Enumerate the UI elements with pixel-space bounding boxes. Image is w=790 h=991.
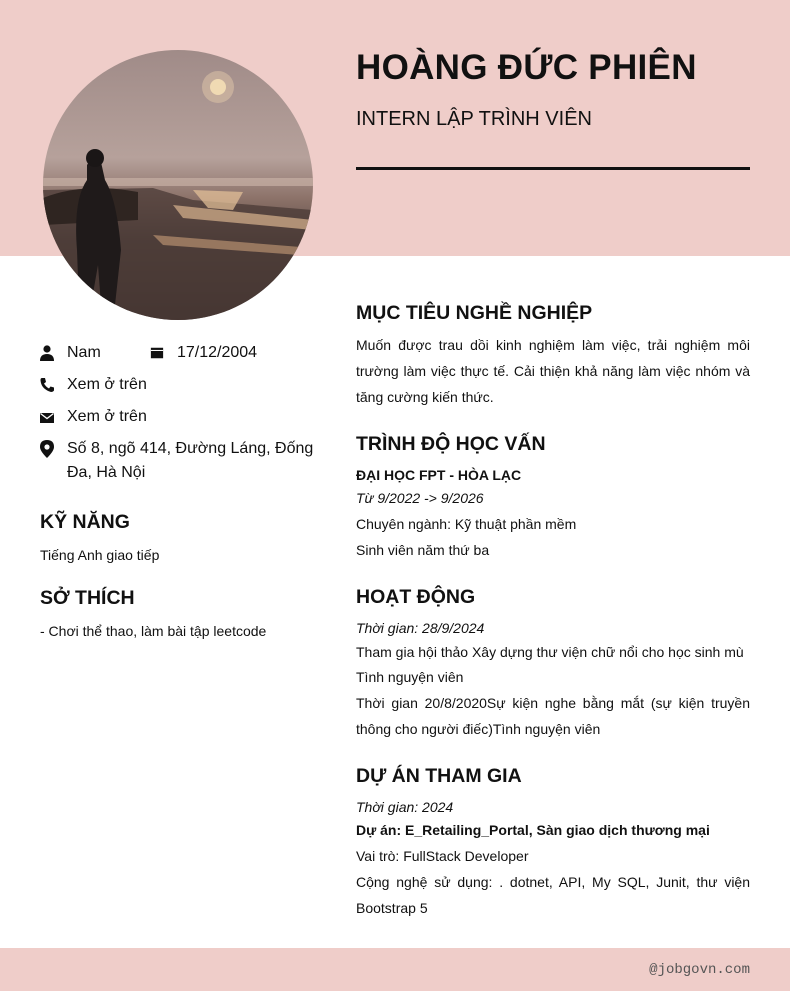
activities-line-3: Thời gian 20/8/2020Sự kiện nghe bằng mắt (sự kiện truyền thông cho người điếc)Tình nguyện viên (356, 695, 750, 737)
header-divider (356, 167, 750, 170)
education-period: Từ 9/2022 -> 9/2026 (356, 490, 484, 506)
education-school: ĐẠI HỌC FPT - HÒA LẠC (356, 467, 522, 483)
candidate-role: INTERN LẬP TRÌNH VIÊN (356, 108, 592, 130)
projects-tech: Cộng nghệ sử dụng: . dotnet, API, My SQL, Junit, thư viện Bootstrap 5 (356, 874, 750, 916)
email-row (40, 405, 147, 429)
projects-heading: DỰ ÁN THAM GIA (356, 765, 522, 787)
birthday-value: 17/12/2004 (177, 344, 258, 361)
projects-role: Vai trò: FullStack Developer (356, 848, 529, 864)
activities-heading: HOẠT ĐỘNG (356, 586, 476, 608)
hobbies-item: - Chơi thể thao, làm bài tập leetcode (40, 623, 267, 639)
education-heading: TRÌNH ĐỘ HỌC VẤN (356, 433, 546, 455)
address-value (67, 437, 313, 485)
activities-time: Thời gian: 28/9/2024 (356, 620, 485, 636)
mail-icon (40, 409, 54, 425)
profile-photo (43, 50, 313, 320)
address-line-2: Đa, Hà Nội (67, 464, 146, 481)
gender-value: Nam (67, 344, 101, 361)
address-row (40, 437, 315, 485)
objective-heading: MỤC TIÊU NGHỀ NGHIỆP (356, 302, 593, 324)
birthday-row (150, 341, 257, 365)
projects-time: Thời gian: 2024 (356, 799, 454, 815)
location-pin-icon (40, 440, 54, 458)
phone-value: Xem ở trên (67, 376, 147, 393)
education-year: Sinh viên năm thứ ba (356, 542, 490, 558)
profile-photo-image (43, 50, 313, 320)
calendar-icon (150, 346, 164, 360)
education-major: Chuyên ngành: Kỹ thuật phần mềm (356, 516, 577, 532)
candidate-name: HOÀNG ĐỨC PHIÊN (356, 48, 697, 87)
activities-line-1: Tham gia hội thảo Xây dựng thư viện chữ nổi cho học sinh mù (356, 644, 744, 660)
email-value: Xem ở trên (67, 408, 147, 425)
phone-row (40, 373, 147, 397)
objective-text: Muốn được trau dồi kinh nghiệm làm việc, trải nghiệm môi trường làm việc thực tế. Cải thiện khả năng làm việc nhóm và tăng cường kiến thức. (356, 337, 750, 405)
skills-heading: KỸ NĂNG (40, 511, 130, 533)
skills-item: Tiếng Anh giao tiếp (40, 547, 160, 563)
footer-watermark: @jobgovn.com (649, 962, 750, 978)
hobbies-heading: SỞ THÍCH (40, 587, 135, 609)
projects-name: Dự án: E_Retailing_Portal, Sàn giao dịch thương mại (356, 822, 710, 838)
address-line-1: Số 8, ngõ 414, Đường Láng, Đống (67, 440, 314, 457)
person-icon (40, 345, 54, 361)
activities-line-2: Tình nguyện viên (356, 669, 464, 685)
gender-row (40, 341, 101, 365)
phone-icon (40, 377, 54, 393)
